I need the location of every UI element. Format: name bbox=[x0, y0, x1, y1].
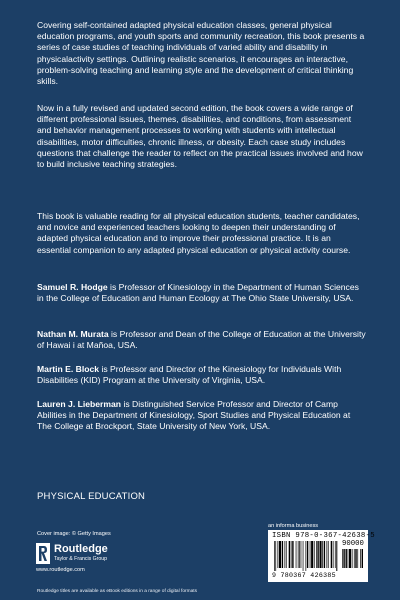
isbn-barcode bbox=[268, 530, 375, 582]
barcode-bar bbox=[335, 541, 336, 568]
barcode-bar bbox=[298, 541, 299, 568]
barcode-bar bbox=[296, 541, 297, 568]
isbn-label: ISBN 978-0-367-42638-5 bbox=[272, 532, 375, 540]
author-description: is Professor of Kinesiology in the Department of Human Sciences in the College of Education and Human Ecology at The Ohio State University, USA. bbox=[37, 282, 359, 304]
barcode-bar bbox=[346, 549, 347, 568]
barcode-bar bbox=[286, 541, 287, 568]
informa-label: an informa business bbox=[268, 523, 319, 529]
author-bio-murata bbox=[37, 329, 367, 351]
barcode-bar bbox=[274, 541, 275, 571]
barcode-bar bbox=[349, 549, 351, 568]
description-paragraph-1: Covering self-contained adapted physical education classes, general physical education programs, and youth sports and community recreation, this book presents a series of case studies of teaching individuals of varied ability and disability in physicalactivity settings. Outlining realistic scenarios, it encourages an interactive, problem-solving teaching and learning style and the development of critical thinking skills. bbox=[37, 20, 365, 87]
author-bio-lieberman bbox=[37, 399, 367, 433]
publisher-website: www.routledge.com bbox=[36, 567, 85, 573]
publisher-group: Taylor & Francis Group bbox=[54, 556, 108, 562]
author-name: Lauren J. Lieberman bbox=[37, 399, 122, 409]
barcode-bar bbox=[301, 541, 302, 568]
barcode-bar bbox=[306, 541, 307, 571]
ebook-note: Routledge titles are available as eBook editions in a range of digital formats bbox=[37, 589, 197, 594]
barcode-bar bbox=[285, 541, 286, 568]
barcode-bar bbox=[292, 541, 293, 568]
description-paragraph-2: Now in a fully revised and updated second edition, the book covers a wide range of different professional issues, themes, disabilities, and conditions, from assessment and behavior management processes to working with students with intellectual disabilities, motor difficulties, chronic illness, or obesity. Each case study includes questions that challenge the reader to reflect on the practical issues involved and how to build inclusive teaching strategies. bbox=[37, 103, 363, 170]
barcode-bar bbox=[360, 549, 361, 568]
description-paragraph-3: This book is valuable reading for all physical education students, teacher candidates, and novice and experienced teachers looking to deepen their understanding of adapted physical education and to improve their professional practice. It is an essential companion to any adapted physical education or physical activity course. bbox=[37, 211, 360, 255]
barcode-bar bbox=[278, 541, 279, 568]
barcode-bar bbox=[289, 541, 290, 568]
author-description: is Distinguished Service Professor and Director of Camp Abilities in the Department of Kinesiology, Sport Studies and Physical Education at The College at Brockport, State University of New York, USA. bbox=[37, 399, 351, 432]
author-name: Nathan M. Murata bbox=[37, 329, 109, 339]
barcode-bar bbox=[336, 541, 337, 571]
barcode-bar bbox=[299, 541, 300, 568]
barcode-bar bbox=[352, 549, 353, 568]
barcode-bar bbox=[314, 541, 315, 568]
barcode-bar bbox=[322, 541, 323, 568]
price-code: 90000 bbox=[342, 540, 364, 548]
barcode-bar bbox=[291, 541, 292, 568]
ean-digits: 9 780367 426385 bbox=[272, 572, 336, 579]
barcode-bars bbox=[274, 541, 338, 571]
author-bio-hodge bbox=[37, 282, 367, 304]
author-bio-block bbox=[37, 364, 367, 386]
barcode-bar bbox=[317, 541, 318, 568]
barcode-bar bbox=[316, 541, 317, 568]
routledge-logo bbox=[36, 543, 186, 583]
barcode-bar bbox=[354, 549, 355, 568]
author-name: Samuel R. Hodge bbox=[37, 282, 108, 292]
barcode-bar bbox=[310, 541, 311, 568]
subject-category: PHYSICAL EDUCATION bbox=[37, 491, 146, 502]
barcode-bar bbox=[279, 541, 281, 568]
barcode-bar bbox=[331, 541, 332, 568]
barcode-bar bbox=[275, 541, 276, 571]
author-name: Martin E. Block bbox=[37, 364, 100, 374]
barcode-bar bbox=[320, 541, 322, 568]
barcode-addon-bars bbox=[342, 549, 365, 571]
routledge-mark-icon bbox=[36, 543, 50, 564]
barcode-bar bbox=[348, 549, 349, 568]
barcode-bar bbox=[362, 549, 363, 568]
barcode-bar bbox=[307, 541, 308, 568]
barcode-bar bbox=[342, 549, 343, 568]
author-description: is Professor and Dean of the College of Education at the University of Hawai i at Mañoa, USA. bbox=[37, 329, 366, 351]
publisher-name: Routledge bbox=[54, 543, 108, 555]
barcode-bar bbox=[355, 549, 356, 568]
barcode-bar bbox=[282, 541, 283, 568]
barcode-bar bbox=[343, 549, 344, 568]
cover-image-credit: Cover image: © Getty Images bbox=[37, 531, 111, 537]
barcode-bar bbox=[303, 541, 304, 571]
author-description: is Professor and Director of the Kinesiology for Individuals With Disabilities (KID) Program at the University of Virginia, USA. bbox=[37, 364, 342, 386]
barcode-bar bbox=[327, 541, 328, 568]
barcode-bar bbox=[333, 541, 334, 568]
barcode-bar bbox=[328, 541, 329, 568]
barcode-bar bbox=[311, 541, 313, 568]
barcode-bar bbox=[324, 541, 325, 568]
barcode-bar bbox=[357, 549, 358, 568]
